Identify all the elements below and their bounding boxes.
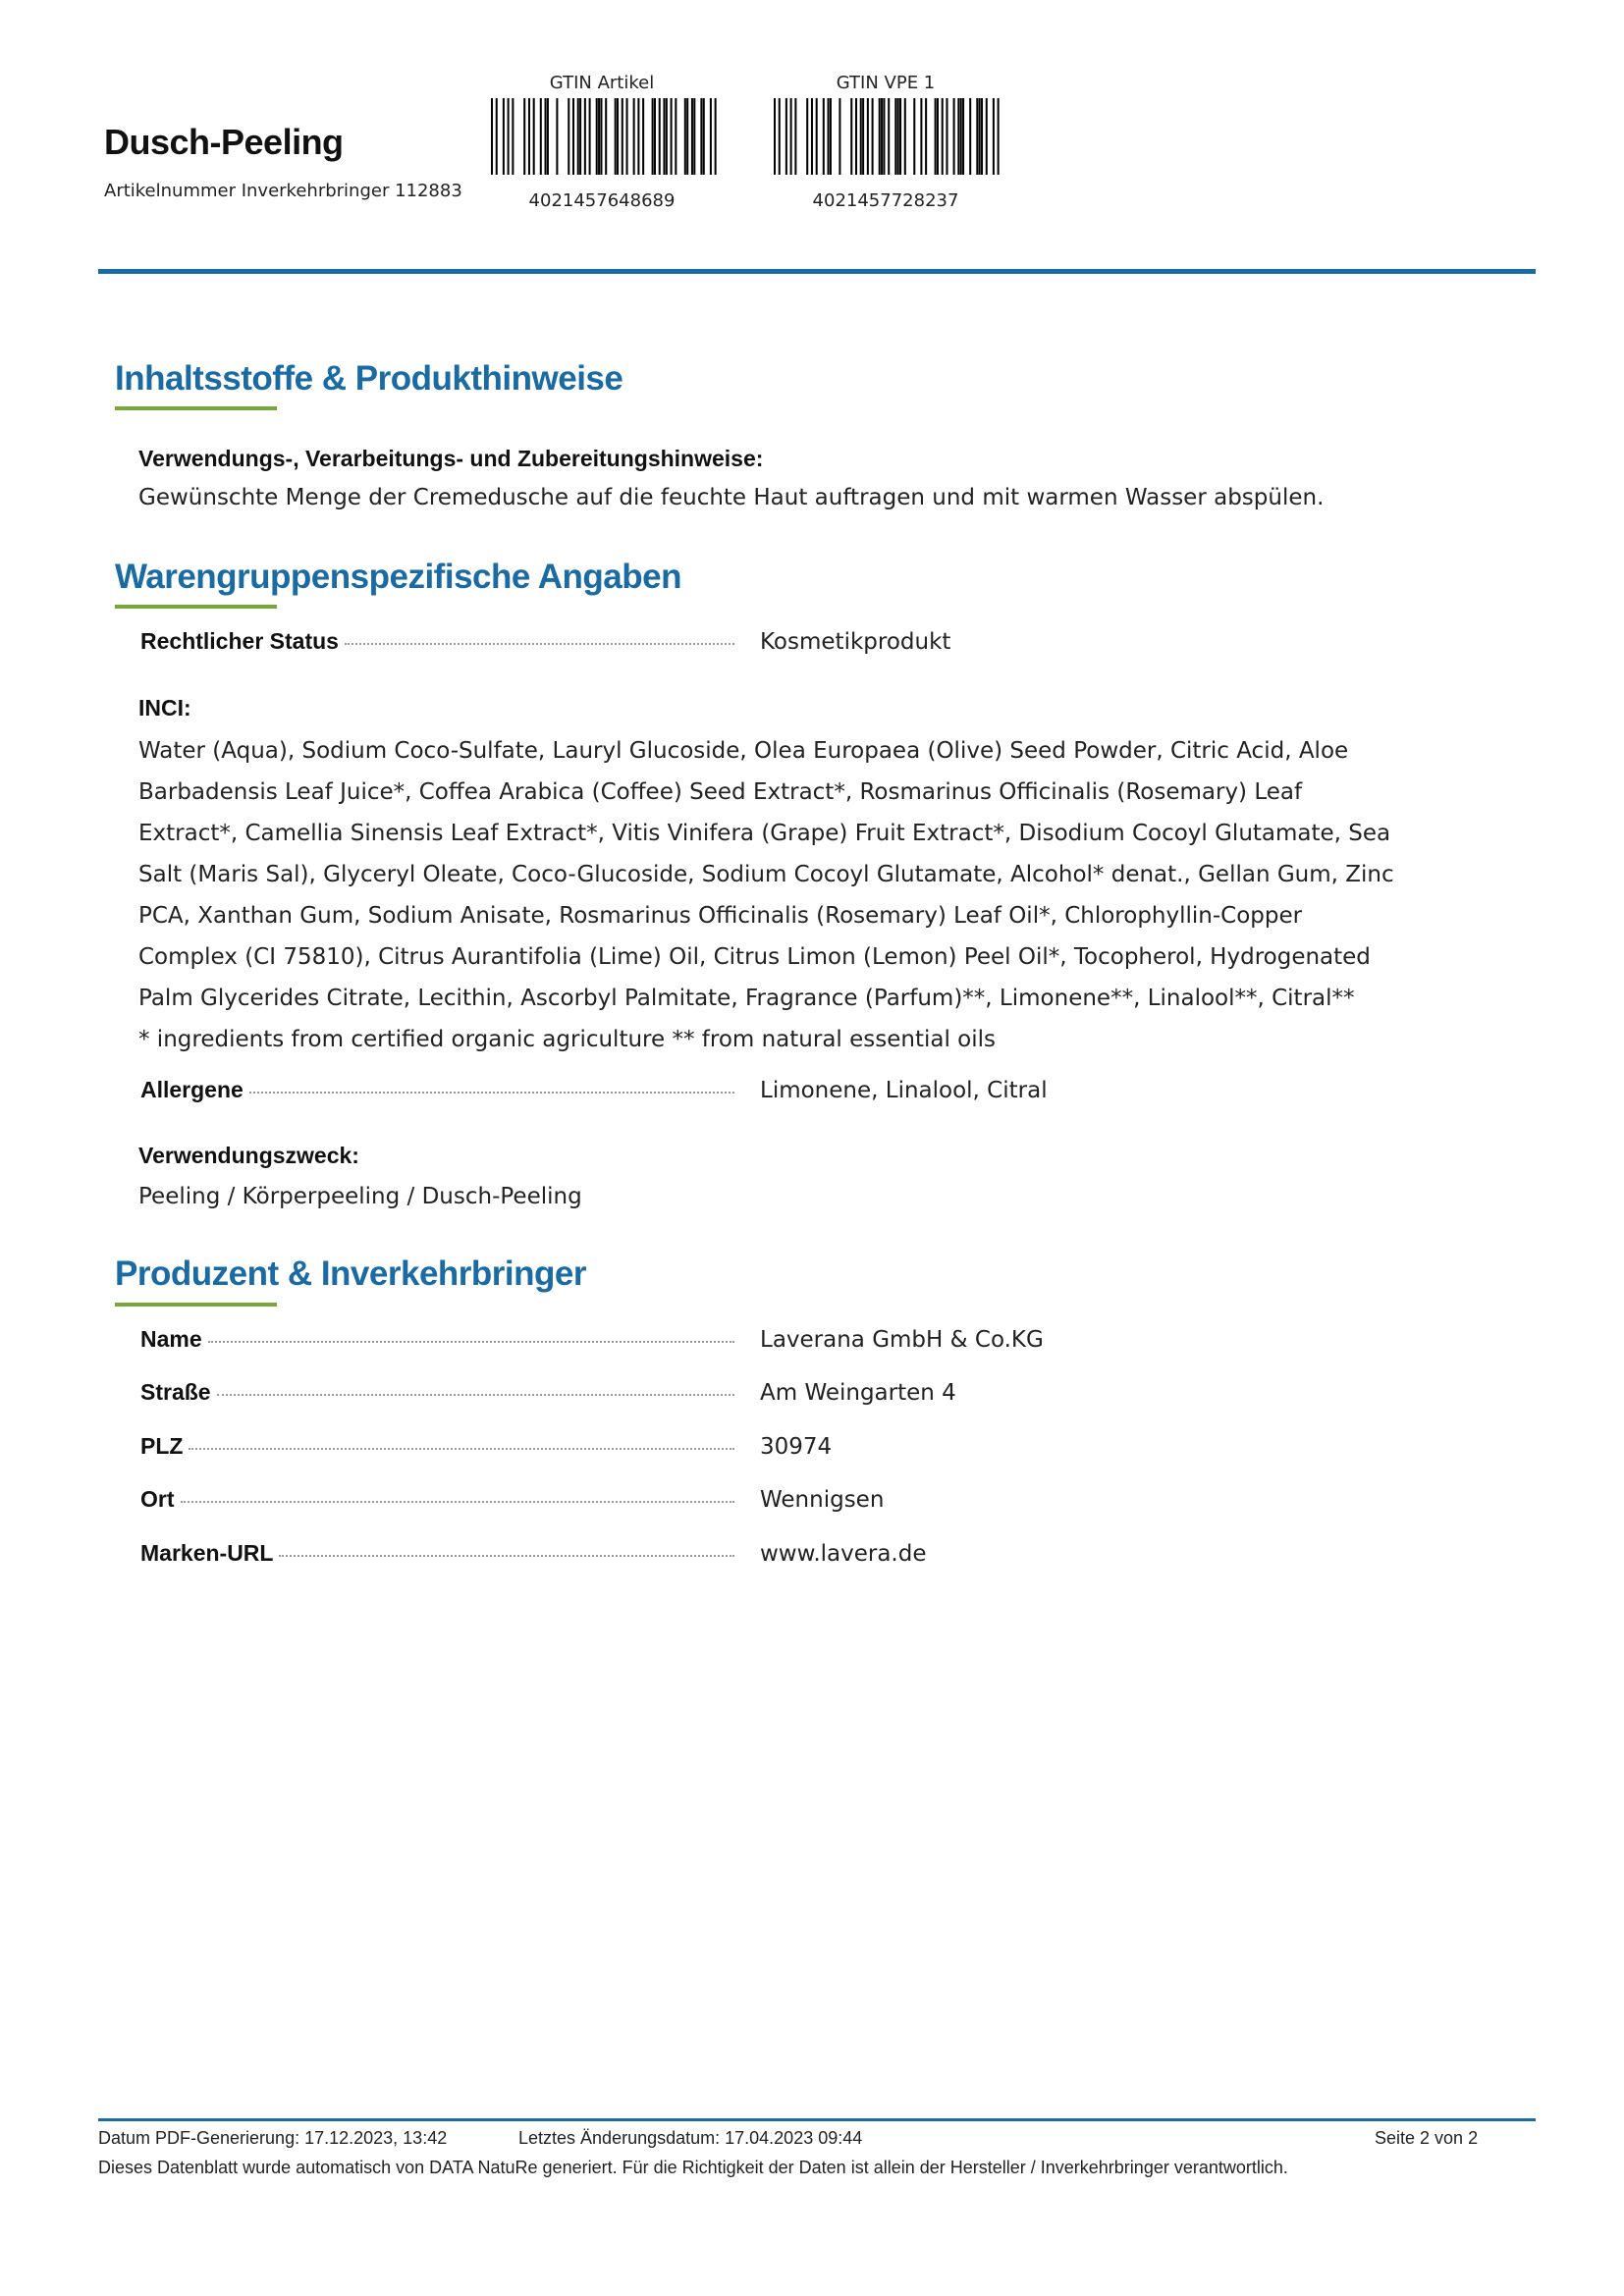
inci-heading: INCI: (138, 695, 191, 721)
barcode-bar (654, 98, 656, 175)
barcode-bar (700, 98, 702, 175)
barcode-bar (881, 98, 883, 175)
barcode-bar (774, 98, 776, 175)
barcode-bar (823, 98, 825, 175)
barcode-bar (855, 98, 857, 175)
producer-url-value[interactable]: www.lavera.de (760, 1541, 927, 1567)
inci-line: PCA, Xanthan Gum, Sodium Anisate, Rosmarinus Officinalis (Rosemary) Leaf Oil*, Chlorophyllin-Copper (138, 903, 1303, 929)
barcode-bar (913, 98, 915, 175)
barcode-bar (605, 98, 607, 175)
barcode-number-vpe: 4021457728237 (812, 190, 959, 211)
barcode-bar (503, 98, 505, 175)
barcode-bar (523, 98, 525, 175)
barcode-bar (533, 98, 535, 175)
barcode-bar (879, 98, 881, 175)
purpose-text: Peeling / Körperpeeling / Dusch-Peeling (138, 1184, 582, 1209)
barcode-bar (794, 98, 796, 175)
barcode-bar (626, 98, 628, 175)
barcode-bar (598, 98, 600, 175)
purpose-heading: Verwendungszweck: (138, 1143, 359, 1168)
barcode-bar (508, 98, 510, 175)
barcode-bar (953, 98, 955, 175)
usage-text: Gewünschte Menge der Cremedusche auf die feuchte Haut auftragen und mit warmen Wasser abspülen. (138, 485, 1325, 510)
footer-divider (98, 2118, 1536, 2121)
barcode-bar (899, 98, 901, 175)
inci-line: * ingredients from certified organic agriculture ** from natural essential oils (138, 1027, 997, 1052)
barcode-bar (579, 98, 581, 175)
barcode-bar (540, 98, 542, 175)
product-title: Dusch-Peeling (104, 122, 344, 162)
usage-heading: Verwendungs-, Verarbeitungs- und Zubereitungshinweise: (138, 446, 764, 471)
barcode-bar (979, 98, 981, 175)
producer-street-label: Straße (140, 1379, 734, 1406)
barcode-bar (512, 98, 514, 175)
allergens-label: Allergene (140, 1077, 734, 1103)
legal-status-label: Rechtlicher Status (140, 628, 734, 655)
barcode-bar (684, 98, 686, 175)
barcode-bar (811, 98, 813, 175)
section-title-specific: Warengruppenspezifische Angaben (115, 558, 681, 596)
barcode-bar (572, 98, 574, 175)
footer-page: Seite 2 von 2 (1375, 2128, 1479, 2148)
barcode-bar (957, 98, 959, 175)
barcode-bar (622, 98, 623, 175)
inci-line: Complex (CI 75810), Citrus Aurantifolia (Lime) Oil, Citrus Limon (Lemon) Peel Oil*, Tocopherol, Hydrogenated (138, 944, 1371, 970)
barcode-bar (703, 98, 705, 175)
footer-disclaimer: Dieses Datenblatt wurde automatisch von DATA NatuRe generiert. Für die Richtigkeit der Daten ist allein der Hersteller / Inverkehrbringer verantwortlich. (98, 2158, 1288, 2177)
barcode-bar (883, 98, 885, 175)
barcode-bar (828, 98, 830, 175)
barcode-bar (839, 98, 840, 175)
barcode-bar (790, 98, 792, 175)
barcode-bar (867, 98, 869, 175)
barcode-bar (981, 98, 983, 175)
producer-street-value: Am Weingarten 4 (760, 1380, 956, 1406)
barcode-bar (642, 98, 644, 175)
section-title-producer: Produzent & Inverkehrbringer (115, 1255, 586, 1293)
barcode-bar (577, 98, 579, 175)
barcode-bar (998, 98, 1000, 175)
barcode-bar (637, 98, 639, 175)
barcode-bar (946, 98, 947, 175)
barcode-bar (942, 98, 944, 175)
barcode-bar (920, 98, 922, 175)
barcode-bar (568, 98, 569, 175)
producer-name-value: Laverana GmbH & Co.KG (760, 1327, 1044, 1353)
barcode-number-article: 4021457648689 (528, 190, 676, 211)
producer-city-label: Ort (140, 1486, 734, 1513)
barcode-bar (675, 98, 677, 175)
barcode-bar (652, 98, 654, 175)
barcode-bar (547, 98, 549, 175)
inci-text (138, 730, 1395, 1060)
section-underline (115, 605, 277, 609)
barcode-bar (556, 98, 558, 175)
barcode-bar (969, 98, 971, 175)
barcode-bar (663, 98, 665, 175)
section-underline (115, 406, 277, 410)
barcode-bar (925, 98, 927, 175)
barcode-bar (894, 98, 896, 175)
inci-line: Extract*, Camellia Sinensis Leaf Extract*, Vitis Vinifera (Grape) Fruit Extract*, Disodium Cocoyl Glutamate, Sea (138, 821, 1391, 846)
inci-line: Barbadensis Leaf Juice*, Coffea Arabica (Coffee) Seed Extract*, Rosmarinus Officinalis (Rosemary) Leaf (138, 779, 1303, 805)
barcode-bar (993, 98, 995, 175)
barcode-bar (962, 98, 964, 175)
barcode-bar (986, 98, 988, 175)
barcode-bar (659, 98, 661, 175)
barcode-bar (617, 98, 619, 175)
barcode-bar (785, 98, 787, 175)
inci-line: Salt (Maris Sal), Glyceryl Oleate, Coco-Glucoside, Sodium Cocoyl Glutamate, Alcohol* denat., Gellan Gum, Zinc (138, 862, 1394, 887)
barcode-bar (666, 98, 668, 175)
barcode-bar (710, 98, 712, 175)
section-title-ingredients: Inhaltsstoffe & Produkthinweise (115, 359, 623, 398)
barcode-bar (691, 98, 693, 175)
barcode-bar (528, 98, 530, 175)
barcode-vpe (774, 98, 1000, 175)
barcode-article (491, 98, 717, 175)
barcode-bar (671, 98, 673, 175)
barcode-bar (976, 98, 978, 175)
barcode-bar (872, 98, 874, 175)
barcode-bar (830, 98, 832, 175)
barcode-bar (816, 98, 818, 175)
barcode-bar (806, 98, 808, 175)
barcode-bar (862, 98, 864, 175)
producer-city-value: Wennigsen (760, 1487, 885, 1513)
footer-modified: Letztes Änderungsdatum: 17.04.2023 09:44 (518, 2128, 863, 2148)
barcode-bar (935, 98, 937, 175)
barcode-bar (589, 98, 591, 175)
barcode-bar (937, 98, 939, 175)
section-underline (115, 1303, 277, 1307)
barcode-bar (860, 98, 862, 175)
barcode-bar (888, 98, 890, 175)
barcode-bar (779, 98, 781, 175)
barcode-bar (904, 98, 906, 175)
barcode-bar (960, 98, 962, 175)
producer-name-label: Name (140, 1326, 734, 1353)
article-number: Artikelnummer Inverkehrbringer 112883 (104, 181, 462, 201)
barcode-bar (491, 98, 493, 175)
allergens-value: Limonene, Linalool, Citral (760, 1078, 1048, 1103)
barcode-bar (615, 98, 617, 175)
barcode-bar (686, 98, 688, 175)
barcode-bar (600, 98, 602, 175)
producer-zip-value: 30974 (760, 1434, 833, 1460)
barcode-bar (715, 98, 717, 175)
footer-generated: Datum PDF-Generierung: 17.12.2023, 13:42 (98, 2128, 448, 2148)
barcode-bar (545, 98, 547, 175)
producer-url-label: Marken-URL (140, 1540, 734, 1567)
barcode-bar (693, 98, 695, 175)
inci-line: Palm Glycerides Citrate, Lecithin, Ascorbyl Palmitate, Fragrance (Parfum)**, Limonene**, Linalool**, Citral** (138, 986, 1355, 1011)
producer-zip-label: PLZ (140, 1433, 734, 1460)
barcode-label-article: GTIN Artikel (549, 73, 655, 93)
barcode-bar (496, 98, 498, 175)
inci-line: Water (Aqua), Sodium Coco-Sulfate, Lauryl Glucoside, Olea Europaea (Olive) Seed Powder, Citric Acid, Aloe (138, 738, 1349, 764)
barcode-bar (897, 98, 899, 175)
barcode-bar (633, 98, 635, 175)
barcode-bar (596, 98, 598, 175)
header-divider (98, 269, 1536, 274)
legal-status-value: Kosmetikprodukt (760, 629, 951, 655)
barcode-bar (584, 98, 586, 175)
barcode-label-vpe: GTIN VPE 1 (836, 73, 936, 93)
barcode-bar (850, 98, 852, 175)
